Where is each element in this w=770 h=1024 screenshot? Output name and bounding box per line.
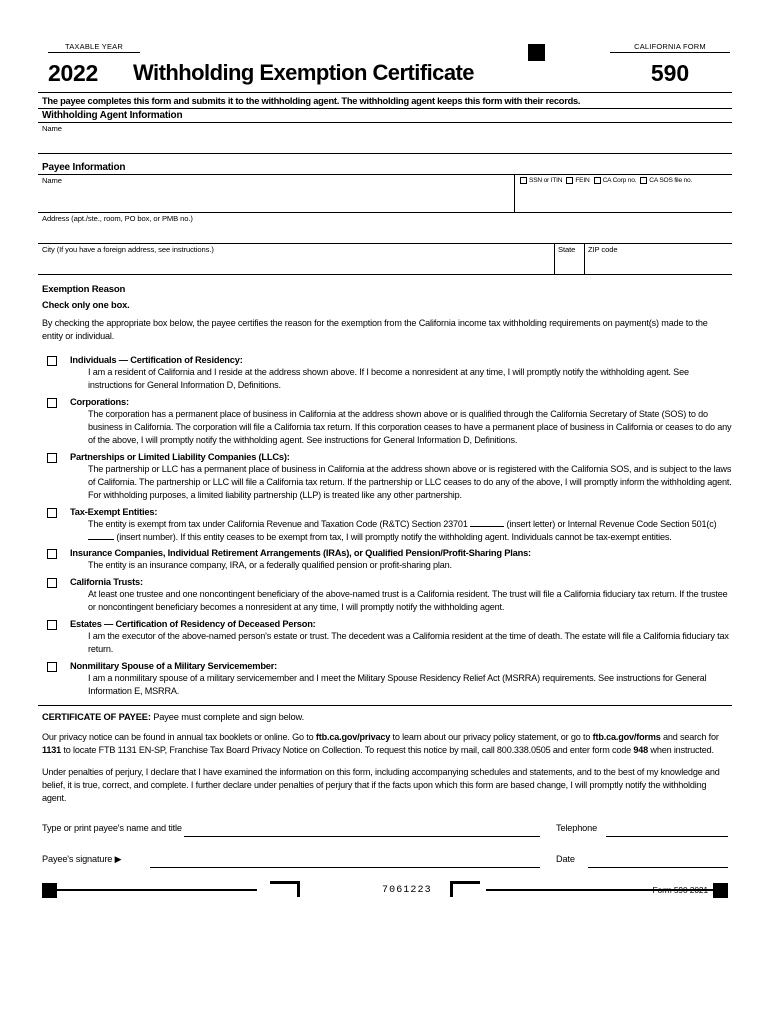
payee-address-field[interactable] [38, 213, 732, 244]
scanline-corner-right-icon [270, 881, 300, 897]
perjury-declaration-paragraph: Under penalties of perjury, I declare that I have examined the information on this form, including accompanying schedules and statements, and to the best of my knowledge and belief, it is true, correct, and complete. I further declare under penalties of perjury that if the facts upon which this form are based change, I will promptly notify the withholding agent. [42, 767, 720, 804]
checkbox-tax-exempt-entities[interactable] [47, 508, 57, 518]
certificate-divider [38, 705, 732, 706]
exemption-reason-heading: Exemption Reason [42, 284, 126, 295]
checkbox-nonmilitary-spouse[interactable] [47, 662, 57, 672]
privacy-p4: to locate FTB 1131 EN-SP, Franchise Tax Board Privacy Notice on Collection. To request this notice by mail, call 800.338.0505 and enter form code [61, 744, 634, 755]
certificate-heading-bold: CERTIFICATE OF PAYEE: [42, 711, 151, 722]
checkbox-fein[interactable] [566, 177, 589, 184]
exemption-item-body: The partnership or LLC has a permanent place of business in California at the address shown above or is registered with the California SOS, and is subject to the laws of California. The partnership or LLC will file a California tax return. If the partnership or LLC ceases to do any of the above, I will promptly inform the withholding agent. For withholding purposes, a limited liability partnership (LLP) is treated like any other partnership. [88, 463, 732, 500]
form-number: 590 [650, 60, 690, 86]
payee-name-row [38, 175, 732, 213]
exemption-item-label: California Trusts: [70, 577, 143, 588]
exemption-item-california-trusts[interactable] [38, 577, 732, 614]
tax-exempt-body-part1: The entity is exempt from tax under California Revenue and Taxation Code (R&TC) Section 23701 [88, 518, 468, 529]
privacy-form-code-948: 948 [633, 744, 649, 755]
checkbox-individuals[interactable] [47, 356, 57, 366]
withholding-agent-name-field[interactable] [38, 123, 732, 154]
scanline-marker-square [528, 44, 545, 61]
exemption-items-list [38, 355, 732, 697]
exemption-item-body: At least one trustee and one noncontingent beneficiary of the above-named trust is a California resident. The trust will file a California fiduciary tax return. If the trustee or noncontingent beneficiary becomes a nonresident at any time, I will promptly notify the withholding agent. [88, 589, 728, 613]
checkbox-box-icon [520, 177, 527, 184]
payee-state-label: State [558, 245, 576, 254]
checkbox-box-icon [566, 177, 573, 184]
exemption-item-nonmilitary-spouse[interactable] [38, 661, 732, 698]
certificate-heading [38, 712, 732, 722]
privacy-p3: and search for [660, 731, 719, 742]
checkbox-box-icon [640, 177, 647, 184]
payee-city-state-zip-row [38, 244, 732, 275]
payee-id-divider [514, 175, 515, 212]
insert-number-input[interactable] [88, 539, 114, 540]
checkbox-fein-label: FEIN [575, 177, 590, 184]
checkbox-ca-corp-no-label: CA Corp no. [602, 177, 637, 184]
date-input[interactable] [588, 867, 728, 868]
insert-letter-input[interactable] [470, 526, 504, 527]
exemption-check-one-note: Check only one box. [42, 300, 130, 310]
tax-exempt-body-part2: (insert letter) or Internal Revenue Code Section 501(c) [506, 518, 717, 529]
payee-signature-row [38, 850, 732, 872]
checkbox-corporations[interactable] [47, 398, 57, 408]
checkbox-estates[interactable] [47, 620, 57, 630]
payee-name-label: Name [42, 176, 62, 185]
section-payee-title: Payee Information [38, 161, 732, 175]
exemption-item-partnerships-llc[interactable] [38, 452, 732, 502]
form-sheet [38, 28, 732, 988]
certificate-heading-rest: Payee must complete and sign below. [150, 711, 305, 722]
tax-exempt-body-part3: (insert number). If this entity ceases to be exempt from tax, I will promptly notify the withholding agent. Individuals cannot be tax-exempt entities. [116, 531, 672, 542]
scanline-square-right-icon [713, 883, 728, 898]
payee-id-checkbox-row [520, 177, 696, 184]
exemption-item-tax-exempt-entities[interactable] [38, 507, 732, 544]
checkbox-ca-sos-file-no-label: CA SOS file no. [649, 177, 693, 184]
exemption-item-label: Partnerships or Limited Liability Companies (LLCs): [70, 451, 290, 462]
scanline-bar-left [57, 889, 257, 890]
checkbox-partnerships-llc[interactable] [47, 453, 57, 463]
exemption-item-body [70, 518, 732, 544]
privacy-p2: to learn about our privacy policy statement, or go to [390, 731, 593, 742]
payee-zip-label: ZIP code [588, 245, 618, 254]
telephone-input[interactable] [606, 836, 728, 837]
privacy-p5: when instructed. [648, 744, 714, 755]
california-form-label: CALIFORNIA FORM [610, 42, 730, 53]
privacy-form-1131: 1131 [42, 744, 62, 755]
withholding-agent-name-label: Name [42, 124, 62, 133]
zip-divider [584, 244, 585, 274]
form-footer [38, 880, 732, 906]
exemption-item-body: The entity is an insurance company, IRA, or a federally qualified pension or profit-sharing plan. [88, 560, 452, 571]
taxable-year-label: TAXABLE YEAR [48, 42, 140, 53]
tax-year: 2022 [48, 60, 98, 86]
exemption-intro-text: By checking the appropriate box below, the payee certifies the reason for the exemption from the California income tax withholding requirements on payment(s) made to the entity or individual. [42, 318, 708, 342]
payee-address-label: Address (apt./ste., room, PO box, or PMB no.) [42, 214, 193, 223]
exemption-item-label: Tax-Exempt Entities: [70, 506, 158, 517]
payee-signature-label [42, 854, 122, 865]
payee-name-title-row [38, 819, 732, 841]
exemption-item-label: Insurance Companies, Individual Retirement Arrangements (IRAs), or Qualified Pension/Profit-Sharing Plans: [70, 548, 531, 559]
exemption-item-body: The corporation has a permanent place of business in California at the address shown above or is qualified through the California Secretary of State (SOS) to do business in California. The corporation will file a California tax return. If this corporation ceases to have a permanent place of business in California or ceases to do any of the above, I will promptly notify the withholding agent. See instructions for General Information D, Definitions. [88, 409, 732, 446]
privacy-p1: Our privacy notice can be found in annual tax booklets or online. Go to [42, 731, 316, 742]
exemption-item-label: Nonmilitary Spouse of a Military Servicemember: [70, 661, 278, 671]
exemption-item-estates[interactable] [38, 619, 732, 656]
payee-name-title-input[interactable] [184, 836, 540, 837]
exemption-item-body: I am a resident of California and I reside at the address shown above. If I become a nonresident at any time, I will promptly notify the withholding agent. See instructions for General Information D, Definitions. [88, 367, 689, 391]
exemption-item-corporations[interactable] [38, 397, 732, 447]
privacy-link-ftb-privacy[interactable]: ftb.ca.gov/privacy [315, 731, 391, 742]
scanline-square-left-icon [42, 883, 57, 898]
privacy-notice-paragraph [38, 731, 726, 757]
section-withholding-agent-title: Withholding Agent Information [38, 109, 732, 123]
form-code-number: 7061223 [382, 885, 432, 897]
page-title: Withholding Exemption Certificate [133, 60, 474, 85]
payee-city-label: City (If you have a foreign address, see instructions.) [42, 245, 214, 254]
form-header [38, 28, 732, 90]
checkbox-insurance-ira-pension[interactable] [47, 549, 57, 559]
payee-name-title-label: Type or print payee's name and title [42, 823, 182, 834]
exemption-item-body: I am a nonmilitary spouse of a military servicemember and I meet the Military Spouse Residency Relief Act (MSRRA) requirements. See instructions for General Information E, MSRRA. [88, 673, 707, 696]
checkbox-ca-corp-no[interactable] [594, 177, 637, 184]
exemption-item-insurance-ira-pension[interactable] [38, 548, 732, 572]
checkbox-ssn-itin-label: SSN or ITIN [529, 177, 563, 184]
exemption-item-body: I am the executor of the above-named person's estate or trust. The decedent was a California resident at the time of death. The estate will file a California fiduciary tax return. [88, 631, 729, 655]
checkbox-california-trusts[interactable] [47, 578, 57, 588]
date-label: Date [556, 854, 575, 865]
privacy-link-ftb-forms[interactable]: ftb.ca.gov/forms [592, 731, 661, 742]
instructions-banner: The payee completes this form and submits it to the withholding agent. The withholding agent keeps this form with their records. [38, 92, 732, 109]
checkbox-ssn-itin[interactable] [520, 177, 562, 184]
payee-signature-input[interactable] [150, 867, 540, 868]
checkbox-ca-sos-file-no[interactable] [640, 177, 692, 184]
footer-form-label: Form 590 2021 [652, 885, 708, 896]
exemption-item-label: Corporations: [70, 397, 129, 408]
state-divider [554, 244, 555, 274]
signature-arrow-icon: ▶ [114, 854, 122, 865]
checkbox-box-icon [594, 177, 601, 184]
exemption-item-label: Estates — Certification of Residency of Deceased Person: [70, 619, 316, 630]
exemption-item-label: Individuals — Certification of Residency: [70, 355, 243, 366]
payee-signature-label-text: Payee's signature [42, 854, 113, 865]
exemption-item-individuals[interactable] [38, 355, 732, 392]
scanline-corner-left-icon [450, 881, 480, 897]
telephone-label: Telephone [556, 823, 598, 834]
